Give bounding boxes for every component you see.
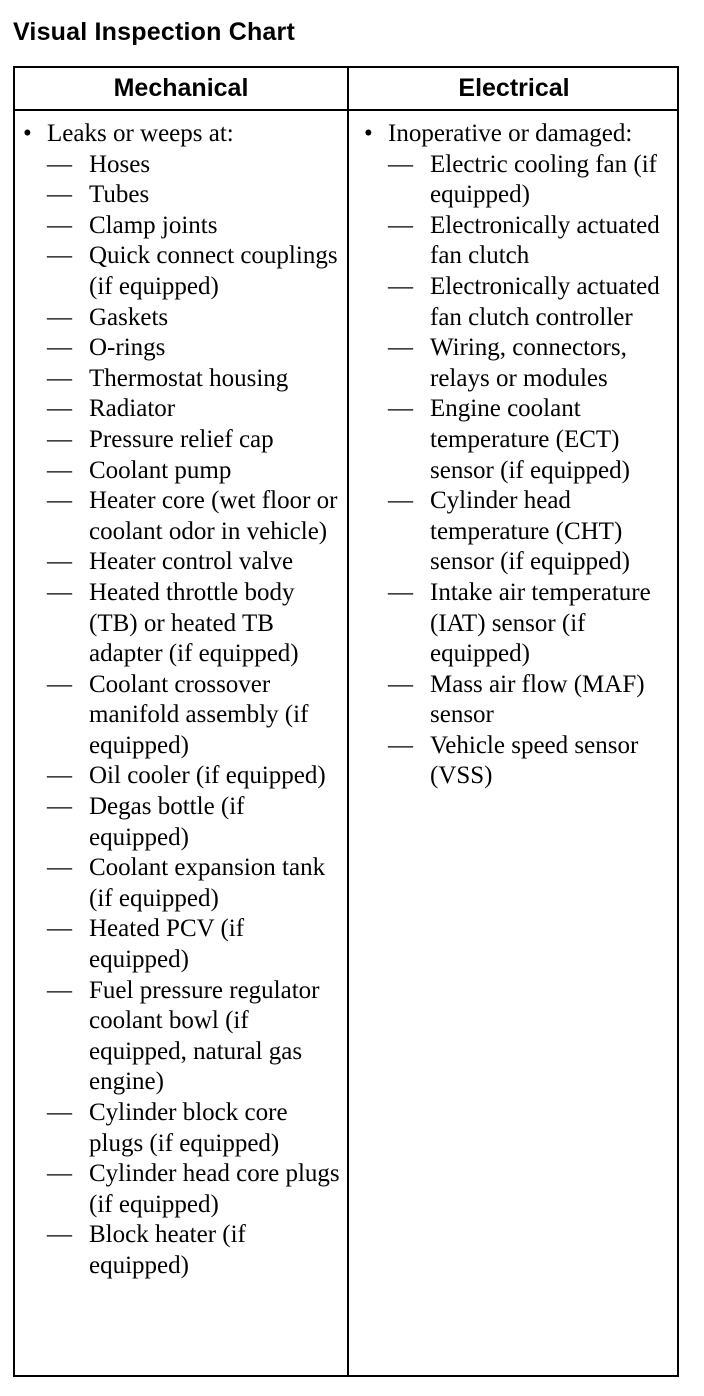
mechanical-item-text: Radiator (89, 395, 176, 423)
electrical-item (364, 486, 680, 578)
em-dash-icon: — (47, 854, 72, 882)
mechanical-item (23, 333, 341, 364)
mechanical-item (23, 394, 341, 425)
mechanical-item (23, 976, 341, 1098)
electrical-header: Electrical (458, 74, 570, 102)
electrical-item-text: Electric cooling fan (if equipped) (430, 150, 657, 209)
em-dash-icon: — (47, 150, 72, 178)
mechanical-item-list (23, 150, 341, 1282)
em-dash-icon: — (47, 395, 72, 423)
em-dash-icon: — (47, 242, 72, 270)
mechanical-item-text: Cylinder block core plugs (if equipped) (89, 1099, 288, 1157)
electrical-item-text: Mass air flow (MAF) sensor (430, 670, 645, 729)
em-dash-icon: — (47, 211, 72, 239)
em-dash-icon: — (388, 670, 413, 698)
mechanical-item (23, 303, 341, 334)
electrical-item (364, 211, 680, 272)
electrical-lead-text: Inoperative or damaged: (388, 120, 633, 147)
mechanical-item (23, 1220, 341, 1281)
em-dash-icon: — (388, 487, 413, 515)
em-dash-icon: — (47, 578, 72, 606)
mechanical-column (23, 119, 341, 1282)
em-dash-icon: — (47, 364, 72, 392)
mechanical-item (23, 914, 341, 975)
electrical-item (364, 670, 680, 731)
mechanical-item-text: Pressure relief cap (89, 425, 274, 453)
electrical-item-text: Wiring, connectors, relays or modules (430, 334, 627, 392)
em-dash-icon: — (47, 1160, 72, 1188)
mechanical-item (23, 853, 341, 914)
em-dash-icon: — (47, 181, 72, 209)
em-dash-icon: — (47, 915, 72, 943)
chart-title: Visual Inspection Chart (13, 18, 295, 46)
mechanical-item-text: Block heater (if equipped) (89, 1221, 246, 1279)
mechanical-item-text: Coolant expansion tank (if equipped) (89, 854, 326, 912)
mechanical-item-text: Tubes (89, 181, 150, 209)
mechanical-item-text: Oil cooler (if equipped) (89, 762, 326, 790)
electrical-item (364, 150, 680, 211)
mechanical-item-text: Hoses (89, 150, 151, 178)
mechanical-item (23, 180, 341, 211)
electrical-item-list (364, 150, 680, 792)
mechanical-item-text: Gaskets (89, 303, 169, 331)
electrical-item-text: Vehicle speed sensor (VSS) (430, 731, 639, 790)
mechanical-item-text: Thermostat housing (89, 364, 289, 392)
mechanical-item-text: Heated throttle body (TB) or heated TB adapter (if equipped) (89, 578, 299, 668)
em-dash-icon: — (388, 578, 413, 606)
em-dash-icon: — (388, 150, 413, 178)
electrical-item (364, 333, 680, 394)
mechanical-item-text: Cylinder head core plugs (if equipped) (89, 1160, 340, 1218)
mechanical-item (23, 1098, 341, 1159)
mechanical-item-text: Coolant crossover manifold assembly (if equipped) (89, 670, 309, 759)
electrical-item (364, 578, 680, 670)
electrical-item-text: Cylinder head temperature (CHT) sensor (if equipped) (430, 487, 630, 576)
em-dash-icon: — (388, 211, 413, 239)
em-dash-icon: — (47, 548, 72, 576)
bullet-icon: • (364, 120, 373, 147)
electrical-item-text: Electronically actuated fan clutch controller (430, 272, 660, 331)
em-dash-icon: — (47, 425, 72, 453)
header-divider (15, 109, 677, 111)
em-dash-icon: — (388, 334, 413, 362)
em-dash-icon: — (47, 1221, 72, 1249)
mechanical-lead-text: Leaks or weeps at: (47, 120, 234, 147)
mechanical-item (23, 150, 341, 181)
electrical-item-text: Intake air temperature (IAT) sensor (if equipped) (430, 578, 651, 668)
mechanical-item-text: Heated PCV (if equipped) (89, 915, 245, 974)
mechanical-item (23, 670, 341, 762)
inspection-table (13, 66, 679, 1377)
mechanical-item (23, 761, 341, 792)
column-divider (347, 68, 349, 1375)
electrical-item-text: Engine coolant temperature (ECT) sensor (if equipped) (430, 395, 630, 484)
mechanical-item (23, 425, 341, 456)
mechanical-item (23, 578, 341, 670)
bullet-icon: • (23, 120, 32, 147)
em-dash-icon: — (388, 395, 413, 423)
em-dash-icon: — (47, 793, 72, 821)
electrical-lead (364, 119, 680, 150)
em-dash-icon: — (47, 762, 72, 790)
electrical-item-text: Electronically actuated fan clutch (430, 211, 660, 270)
electrical-item (364, 731, 680, 792)
mechanical-item-text: Heater core (wet floor or coolant odor in vehicle) (89, 487, 338, 545)
mechanical-item (23, 1159, 341, 1220)
mechanical-item (23, 211, 341, 242)
em-dash-icon: — (47, 456, 72, 484)
em-dash-icon: — (47, 670, 72, 698)
mechanical-item-text: Degas bottle (if equipped) (89, 793, 245, 851)
mechanical-lead (23, 119, 341, 150)
em-dash-icon: — (47, 303, 72, 331)
electrical-item (364, 394, 680, 486)
mechanical-header: Mechanical (113, 74, 249, 102)
mechanical-item-text: Fuel pressure regulator coolant bowl (if equipped, natural gas engine) (89, 976, 320, 1096)
em-dash-icon: — (47, 334, 72, 362)
mechanical-item (23, 364, 341, 395)
mechanical-item (23, 456, 341, 487)
em-dash-icon: — (388, 272, 413, 300)
electrical-column (364, 119, 680, 792)
mechanical-item (23, 241, 341, 302)
mechanical-item-text: Coolant pump (89, 456, 232, 484)
mechanical-item-text: Quick connect couplings (if equipped) (89, 242, 338, 300)
mechanical-item-text: Clamp joints (89, 211, 218, 239)
em-dash-icon: — (388, 731, 413, 759)
mechanical-item (23, 792, 341, 853)
mechanical-item-text: Heater control valve (89, 548, 294, 576)
em-dash-icon: — (47, 1099, 72, 1126)
mechanical-item-text: O-rings (89, 334, 166, 362)
mechanical-item (23, 486, 341, 547)
electrical-item (364, 272, 680, 333)
em-dash-icon: — (47, 976, 72, 1004)
mechanical-item (23, 547, 341, 578)
em-dash-icon: — (47, 487, 72, 515)
